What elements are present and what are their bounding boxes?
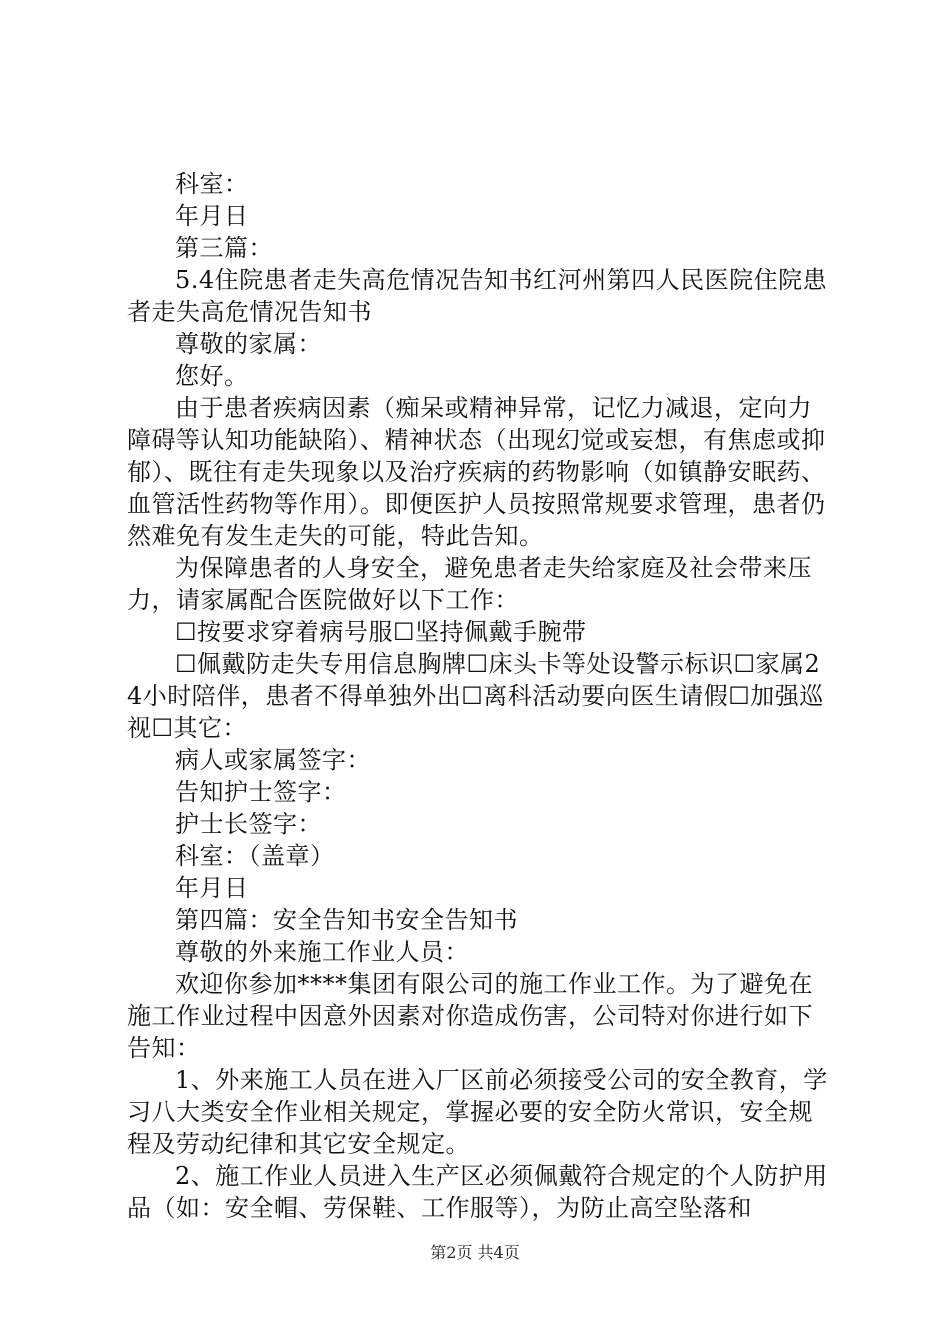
paragraph-rule-2: 2、施工作业人员进入生产区必须佩戴符合规定的个人防护用品（如：安全帽、劳保鞋、工作服等），为防止高空坠落和 [127, 1162, 828, 1222]
paragraph-head-nurse-signature: 护士长签字： [175, 810, 322, 838]
paragraph-cooperation: 为保障患者的人身安全，避免患者走失给家庭及社会带来压力，请家属配合医院做好以下工作： [127, 554, 812, 614]
paragraph-date: 年月日 [175, 202, 249, 230]
paragraph-risk-factors: 由于患者疾病因素（痴呆或精神异常，记忆力减退，定向力障碍等认知功能缺陷）、精神状态（出现幻觉或妄想，有焦虑或抑郁）、既往有走失现象以及治疗疾病的药物影响（如镇静安眠药、血管活性药物等作用）。即便医护人员按照常规要求管理，患者仍然难免有发生走失的可能，特此告知。 [127, 394, 826, 550]
paragraph-greeting: 您好。 [175, 362, 249, 390]
page-number-footer: 第2页 共4页 [430, 1243, 520, 1262]
paragraph-welcome: 欢迎你参加****集团有限公司的施工作业工作。为了避免在施工作业过程中因意外因素对你造成伤害，公司特对你进行如下告知： [127, 970, 813, 1062]
paragraph-date-2: 年月日 [175, 874, 249, 902]
paragraph-salutation: 尊敬的家属： [175, 330, 322, 358]
paragraph-nurse-signature: 告知护士签字： [175, 778, 347, 806]
paragraph-checklist-2: ☐佩戴防走失专用信息胸牌☐床头卡等处设警示标识☐家属24小时陪伴，患者不得单独外出☐离科活动要向医生请假☐加强巡视☐其它： [127, 650, 824, 742]
paragraph-section-three: 第三篇： [175, 234, 273, 262]
paragraph-checklist-1: ☐按要求穿着病号服☐坚持佩戴手腕带 [175, 618, 587, 646]
document-body [127, 168, 831, 1224]
paragraph-section-four: 第四篇：安全告知书安全告知书 [175, 906, 518, 934]
paragraph-rule-1: 1、外来施工人员在进入厂区前必须接受公司的安全教育，学习八大类安全作业相关规定，掌握必要的安全防火常识，安全规程及劳动纪律和其它安全规定。 [127, 1066, 828, 1158]
paragraph-notice-title: 5.4住院患者走失高危情况告知书红河州第四人民医院住院患者走失高危情况告知书 [127, 266, 828, 326]
paragraph-salutation-workers: 尊敬的外来施工作业人员： [175, 938, 469, 966]
paragraph-patient-signature: 病人或家属签字： [175, 746, 371, 774]
paragraph-dept-stamp: 科室：（盖章） [175, 842, 335, 870]
paragraph-dept: 科室： [175, 170, 249, 198]
